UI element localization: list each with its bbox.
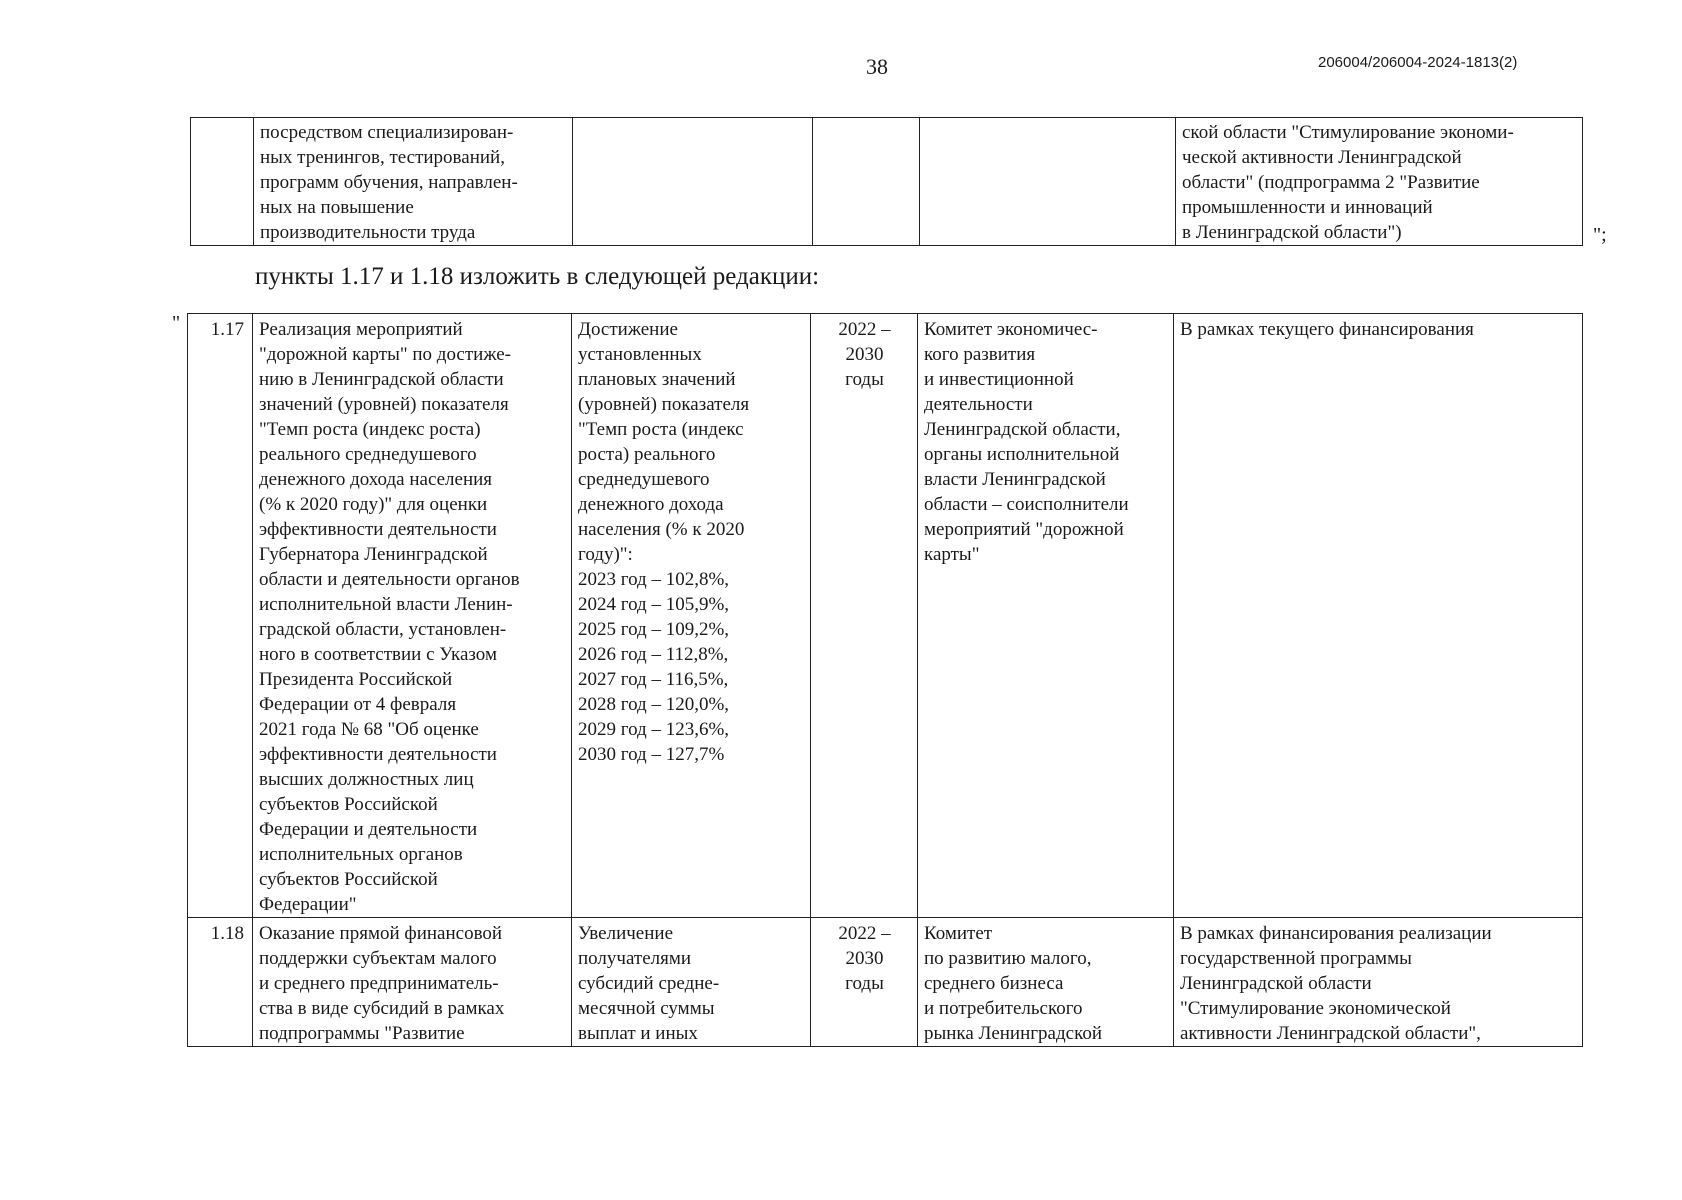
cell-executor: Комитет по развитию малого, среднего бизнеса и потребительского рынка Ленинградской — [918, 918, 1174, 1047]
opening-quote: " — [172, 312, 181, 334]
items-table — [187, 313, 1583, 1047]
cell-num — [191, 118, 254, 246]
cell-executor — [920, 118, 1176, 246]
cell-period: 2022 – 2030 годы — [811, 918, 918, 1047]
closing-quote: "; — [1593, 224, 1607, 246]
cell-funding: В рамках текущего финансирования — [1174, 314, 1583, 918]
cell-executor: Комитет экономичес- кого развития и инвестиционной деятельности Ленинградской области, органы исполнительной власти Ленинградской области – соисполнители мероприятий "дорожной карты" — [918, 314, 1174, 918]
cell-funding: В рамках финансирования реализации государственной программы Ленинградской области "Стимулирование экономической активности Ленинградской области", — [1174, 918, 1583, 1047]
cell-funding: ской области "Стимулирование экономи- ческой активности Ленинградской области" (подпрограмма 2 "Развитие промышленности и инноваций в Ленинградской области") — [1176, 118, 1583, 246]
intro-paragraph: пункты 1.17 и 1.18 изложить в следующей редакции: — [255, 263, 820, 290]
table-row — [188, 918, 1583, 1047]
page-number: 38 — [866, 54, 888, 79]
document-id: 206004/206004-2024-1813(2) — [1318, 54, 1518, 71]
table-row — [188, 314, 1583, 918]
cell-activity: Реализация мероприятий "дорожной карты" по достиже- нию в Ленинградской области значений (уровней) показателя "Темп роста (индекс роста) реального среднедушевого денежного дохода населения (% к 2020 году)" для оценки эффективности деятельности Губернатора Ленинградской области и деятельности органов исполнительной власти Ленин- градской области, установлен- ного в соответствии с Указом Президента Российской Федерации от 4 февраля 2021 года № 68 "Об оценке эффективности деятельности высших должностных лиц субъектов Российской Федерации и деятельности исполнительных органов субъектов Российской Федерации" — [253, 314, 572, 918]
cell-period — [813, 118, 920, 246]
continuation-table — [190, 117, 1583, 246]
cell-activity: Оказание прямой финансовой поддержки субъектам малого и среднего предприниматель- ства в виде субсидий в рамках подпрограммы "Развитие — [253, 918, 572, 1047]
cell-period: 2022 – 2030 годы — [811, 314, 918, 918]
cell-num: 1.17 — [188, 314, 253, 918]
cell-result: Увеличение получателями субсидий средне- месячной суммы выплат и иных — [572, 918, 811, 1047]
cell-result: Достижение установленных плановых значений (уровней) показателя "Темп роста (индекс роста) реального среднедушевого денежного дохода населения (% к 2020 году)": 2023 год – 102,8%, 2024 год – 105,9%, 2025 год – 109,2%, 2026 год – 112,8%, 2027 год – 116,5%, 2028 год – 120,0%, 2029 год – 123,6%, 2030 год – 127,7% — [572, 314, 811, 918]
cell-num: 1.18 — [188, 918, 253, 1047]
cell-result — [573, 118, 813, 246]
table-row — [191, 118, 1583, 246]
cell-activity: посредством специализирован- ных тренингов, тестирований, программ обучения, направлен- ных на повышение производительности труда — [254, 118, 573, 246]
